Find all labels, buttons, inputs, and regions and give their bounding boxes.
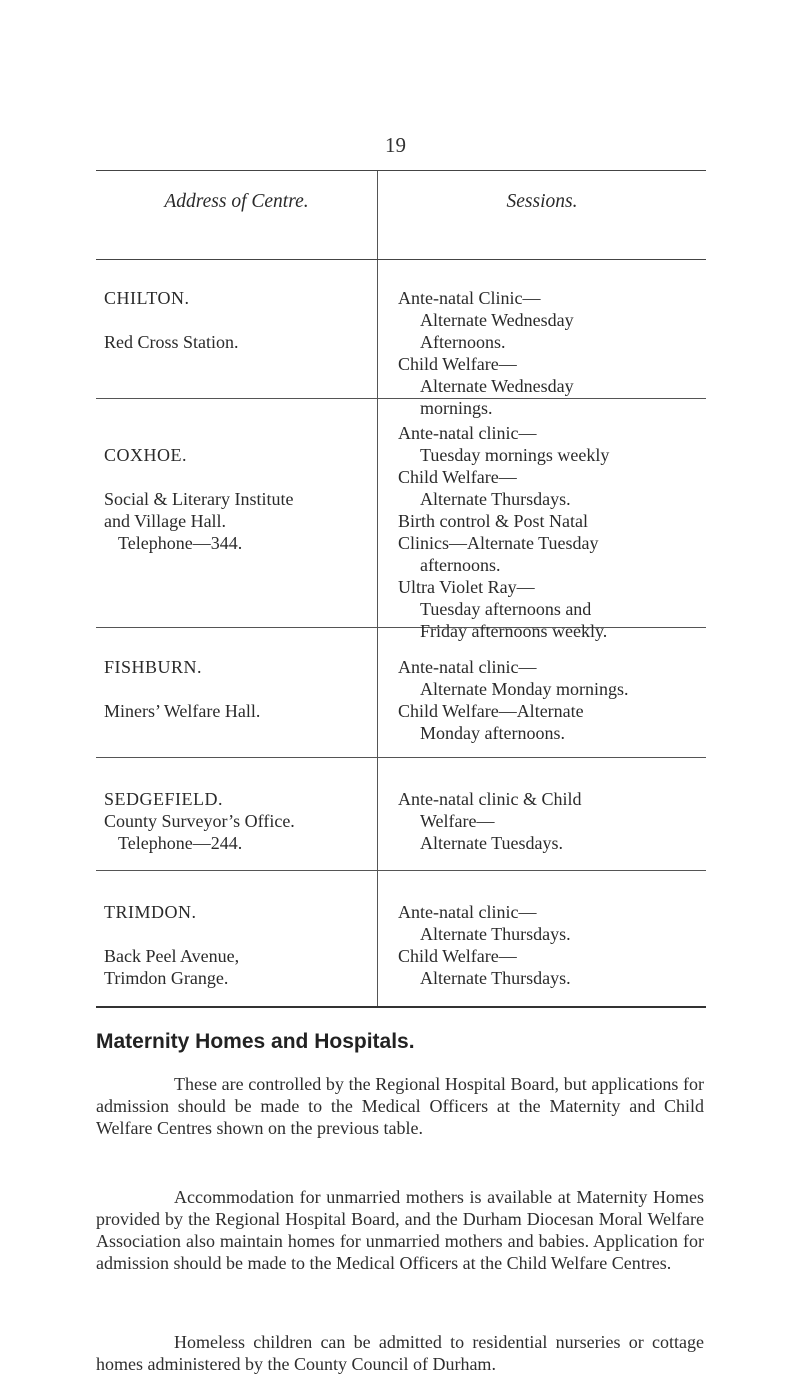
centre-name: CHILTON. [104, 288, 190, 308]
session-line: Ultra Violet Ray— [398, 577, 535, 597]
address-cell [96, 871, 377, 1006]
section-heading: Maternity Homes and Hospitals. [96, 1030, 415, 1053]
session-line: Ante-natal clinic & Child [398, 789, 582, 809]
telephone-line: Telephone—244. [118, 833, 243, 853]
session-line: Child Welfare— [398, 467, 517, 487]
session-line: Afternoons. [420, 332, 506, 352]
session-line: mornings. [420, 398, 493, 418]
session-line: Welfare— [420, 811, 495, 831]
address-line: County Surveyor’s Office. [104, 811, 295, 831]
session-line: Alternate Tuesdays. [420, 833, 563, 853]
sessions-cell [377, 260, 706, 418]
table-row [96, 399, 706, 641]
session-line: Birth control & Post Natal [398, 511, 588, 531]
address-line: Social & Literary Institute [104, 489, 294, 509]
address-line: Miners’ Welfare Hall. [104, 701, 261, 721]
session-line: Friday afternoons weekly. [420, 621, 608, 641]
session-line: Child Welfare—Alternate [398, 701, 584, 721]
session-line: Monday afternoons. [420, 723, 565, 743]
session-line: Ante-natal clinic— [398, 423, 537, 443]
session-line: Child Welfare— [398, 946, 517, 966]
address-cell [96, 758, 377, 870]
sessions-cell [377, 628, 706, 757]
header-address: Address of Centre. [164, 191, 309, 212]
session-line: Child Welfare— [398, 354, 517, 374]
session-line: Alternate Thursdays. [420, 968, 571, 988]
centres-table [96, 170, 706, 1008]
session-line: Ante-natal Clinic— [398, 288, 541, 308]
session-line: Alternate Thursdays. [420, 924, 571, 944]
session-line: Alternate Thursdays. [420, 489, 571, 509]
session-line: Clinics—Alternate Tuesday [398, 533, 599, 553]
centre-name: SEDGEFIELD. [104, 789, 223, 809]
session-line: Tuesday afternoons and [420, 599, 592, 619]
telephone-line: Telephone—344. [118, 533, 243, 553]
address-line: and Village Hall. [104, 511, 227, 531]
session-line: Tuesday mornings weekly [420, 445, 610, 465]
address-cell [96, 260, 377, 398]
session-line: afternoons. [420, 555, 501, 575]
session-line: Alternate Wednesday [420, 310, 574, 330]
table-header-row [96, 171, 706, 260]
centre-name: TRIMDON. [104, 902, 197, 922]
centre-name: COXHOE. [104, 445, 187, 465]
page-number: 19 [385, 133, 406, 157]
table-row [96, 871, 706, 1008]
paragraph: These are controlled by the Regional Hospital Board, but applications for admission should be made to the Medical Officers at the Maternity and Child Welfare Centres shown on the previous table. [96, 1074, 704, 1138]
address-cell [96, 628, 377, 757]
session-line: Ante-natal clinic— [398, 657, 537, 677]
table-row [96, 260, 706, 418]
sessions-cell [377, 758, 706, 870]
table-row [96, 628, 706, 758]
address-line: Back Peel Avenue, [104, 946, 240, 966]
table-row [96, 758, 706, 871]
session-line: Alternate Wednesday [420, 376, 574, 396]
paragraph: Homeless children can be admitted to residential nurseries or cottage homes administered by the County Council of Durham. [96, 1332, 704, 1374]
address-cell [96, 399, 377, 627]
session-line: Alternate Monday mornings. [420, 679, 629, 699]
session-line: Ante-natal clinic— [398, 902, 537, 922]
sessions-cell [377, 399, 706, 641]
address-line: Red Cross Station. [104, 332, 239, 352]
header-sessions: Sessions. [377, 171, 706, 259]
sessions-cell [377, 871, 706, 1006]
centre-name: FISHBURN. [104, 657, 203, 677]
address-line: Trimdon Grange. [104, 968, 229, 988]
paragraph: Accommodation for unmarried mothers is available at Maternity Homes provided by the Regional Hospital Board, and the Durham Diocesan Moral Welfare Association also maintain homes for unmarried mothers and babies. Application for admission should be made to the Medical Officers at the Child Welfare Centres. [96, 1187, 704, 1273]
